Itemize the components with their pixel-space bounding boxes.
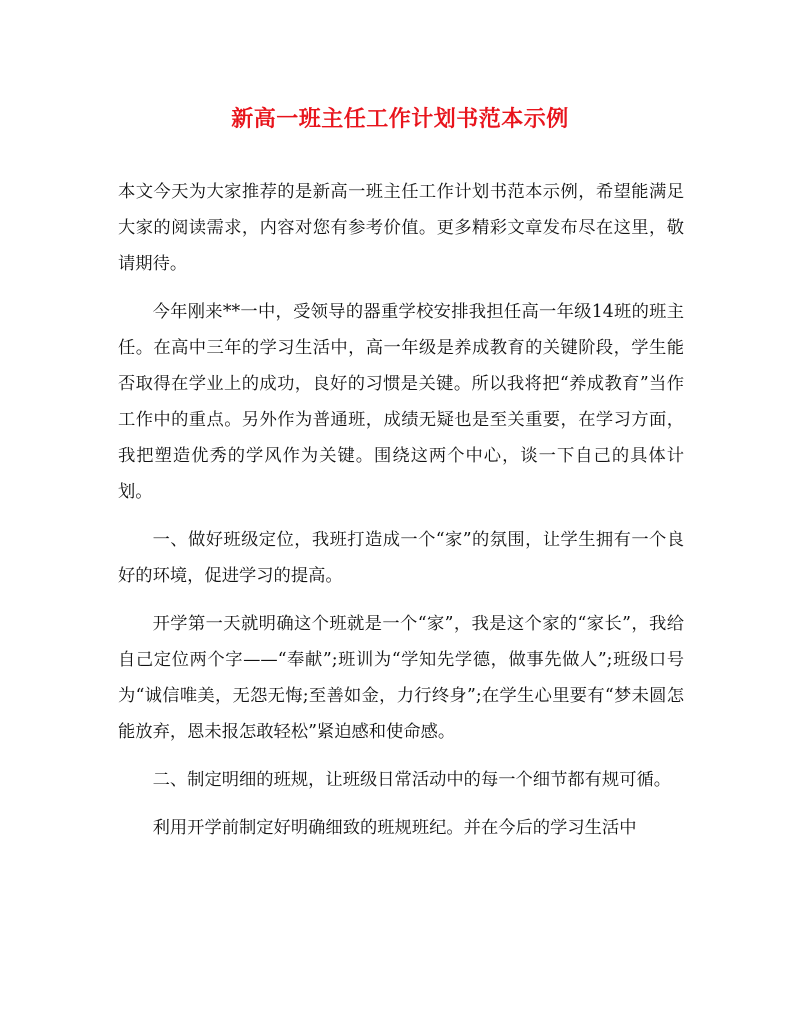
intro-paragraph: 本文今天为大家推荐的是新高一班主任工作计划书范本示例，希望能满足大家的阅读需求，内容对您有参考价值。更多精彩文章发布尽在这里，敬请期待。	[118, 182, 684, 274]
section-heading-class-positioning: 一、做好班级定位，我班打造成一个“家”的氛围，让学生拥有一个良好的环境，促进学习的提高。	[118, 530, 684, 586]
body-paragraph-background: 今年刚来**一中，受领导的器重学校安排我担任高一年级14班的班主任。在高中三年的学习生活中，高一年级是养成教育的关键阶段，学生能否取得在学业上的成功，良好的习惯是关键。所以我将把“养成教育”当作工作中的重点。另外作为普通班，成绩无疑也是至关重要，在学习方面，我把塑造优秀的学风作为关键。围绕这两个中心，谈一下自己的具体计划。	[118, 302, 684, 502]
body-paragraph-rules: 利用开学前制定好明确细致的班规班纪。并在今后的学习生活中	[152, 818, 637, 838]
body-paragraph-class-motto: 开学第一天就明确这个班就是一个“家”，我是这个家的“家长”，我给自己定位两个字——“奉献”;班训为“学知先学德，做事先做人”;班级口号为“诚信唯美，无怨无悔;至善如金，力行终身”;在学生心里要有“梦未圆怎能放弃，恩未报怎敢轻松”紧迫感和使命感。	[118, 614, 684, 742]
document-body	[118, 174, 684, 858]
section-heading-class-rules: 二、制定明细的班规，让班级日常活动中的每一个细节都有规可循。	[152, 770, 672, 790]
document-title: 新高一班主任工作计划书范本示例	[231, 106, 569, 132]
